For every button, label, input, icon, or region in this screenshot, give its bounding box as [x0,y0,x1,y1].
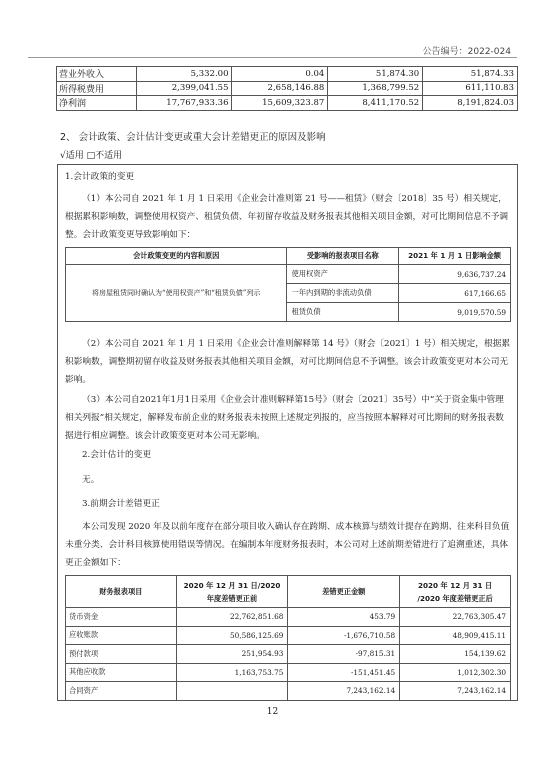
not-applicable-checkbox: □不适用 [86,151,123,161]
table-cell: 51,874.30 [328,67,423,82]
table-row [66,682,511,701]
table-cell: 50,586,125.69 [176,626,288,645]
column-header: 受影响的报表项目名称 [287,248,399,265]
table-cell: 2,399,041.55 [136,81,232,96]
table-cell: 617,166.65 [399,284,511,303]
column-header: 2021 年 1 月 1 日影响金额 [399,248,511,265]
table-cell: 611,110.83 [423,81,518,96]
table-cell: 合同资产 [66,682,177,701]
table-cell: 8,191,824.03 [423,96,518,111]
policy-change-para-3: （3）本公司自2021年1月1日采用《企业会计准则解释第15号》（财会〔2021〕35号）中“关于资金集中管理相关列报”相关规定，解释发布前企业的财务报表未按照上述规定列报的，应当按照本解释对可比期间的财务报表数据进行相应调整。该会计政策变更对本公司无影响。 [65,395,504,442]
table-cell: 22,762,851.68 [176,608,288,627]
table-cell: 15,609,323.87 [232,96,328,111]
table-row [57,96,518,111]
column-header: 财务报表项目 [66,576,177,608]
policy-change-table [65,247,511,322]
table-row [57,67,518,82]
income-summary-table [56,66,518,111]
table-cell: 7,243,162.14 [288,682,400,701]
table-cell: -1,676,710.58 [288,626,400,645]
applicable-checkbox: √适用 [60,151,84,161]
table-cell: 1,163,753.75 [176,663,288,682]
table-row [66,663,511,682]
error-correction-heading: 3.前期会计差错更正 [82,499,160,509]
table-row [66,608,511,627]
table-cell: 货币资金 [66,608,177,627]
table-cell: 48,909,415.11 [400,626,511,645]
column-header: 2020 年 12 月 31 日 /2020 年度差错更正后 [400,576,511,608]
table-cell: 251,954.93 [176,645,288,664]
table-cell: 2,658,146.88 [232,81,328,96]
table-header-row [66,248,511,265]
table-cell: 其他应收款 [66,663,177,682]
header-divider [28,57,517,58]
page-number: 12 [266,707,279,717]
table-cell: 7,243,162.14 [400,682,511,701]
table-cell: 5,332.00 [136,67,232,82]
change-reason: 将房屋租赁同时确认为“使用权资产”和“租赁负债”列示 [66,265,287,322]
table-cell: -151,451.45 [288,663,400,682]
row-label: 营业外收入 [57,67,137,82]
column-header: 2020 年 12 月 31 日/2020 年度差错更正前 [176,576,288,608]
row-label: 所得税费用 [57,81,137,96]
table-cell: 租赁负债 [287,303,399,322]
table-cell: 使用权资产 [287,265,399,284]
table-cell: 51,874.33 [423,67,518,82]
column-header: 差错更正金额 [288,576,400,608]
table-header-row [66,576,511,608]
policy-change-heading: 1.会计政策的变更 [65,172,135,182]
table-row [57,81,518,96]
table-cell: 预付款项 [66,645,177,664]
error-correction-table [65,575,511,701]
table-row [66,626,511,645]
table-row [66,265,511,284]
estimate-change-content: 无。 [82,475,100,485]
table-cell: 0.04 [232,67,328,82]
table-cell: 应收账款 [66,626,177,645]
table-cell: 17,767,933.36 [136,96,232,111]
table-cell [176,682,288,701]
row-label: 净利润 [57,96,137,111]
table-cell: 22,763,305.47 [400,608,511,627]
policy-change-para-1: （1）本公司自 2021 年 1 月 1 日采用《企业会计准则第 21 号——租赁》（财会〔2018〕35 号）相关规定，根据累积影响数，调整使用权资产、租赁负债、年初留存收益及财务报表其他相关项目金额，对可比期间信息不予调整。会计政策变更导致影响如下： [65,194,509,241]
table-cell: -97,815.31 [288,645,400,664]
announcement-number: 公告编号：2022-024 [422,47,511,57]
table-cell: 一年内到期的非流动负债 [287,284,399,303]
section-title: 2、 会计政策、会计估计变更或重大会计差错更正的原因及影响 [60,132,326,143]
estimate-change-heading: 2.会计估计的变更 [82,450,152,460]
table-cell: 8,411,170.52 [328,96,423,111]
table-row [66,645,511,664]
policy-change-para-2: （2）本公司自 2021 年 1 月 1 日采用《企业会计准则解释第 14 号》（财会〔2021〕1 号）相关规定，根据累积影响数，调整期初留存收益及财务报表其他相关项目金额，对可比期间信息不予调整。该会计政策变更对本公司无影响。 [65,339,511,386]
table-cell: 9,636,737.24 [399,265,511,284]
column-header: 会计政策变更的内容和原因 [66,248,287,265]
table-cell: 1,368,799.52 [328,81,423,96]
error-correction-para: 本公司发现 2020 年及以前年度存在部分项目收入确认存在跨期、成本核算与绩效计提存在跨期、往来科目负值未重分类、会计科目核算使用错误等情况。在编制本年度财务报表时，本公司对上述前期差错进行了追溯重述，具体更正金额如下： [65,522,510,569]
table-cell: 453.79 [288,608,400,627]
table-cell: 154,139.62 [400,645,511,664]
table-cell: 1,012,302.30 [400,663,511,682]
table-cell: 9,019,570.59 [399,303,511,322]
applicability-options [60,148,122,161]
